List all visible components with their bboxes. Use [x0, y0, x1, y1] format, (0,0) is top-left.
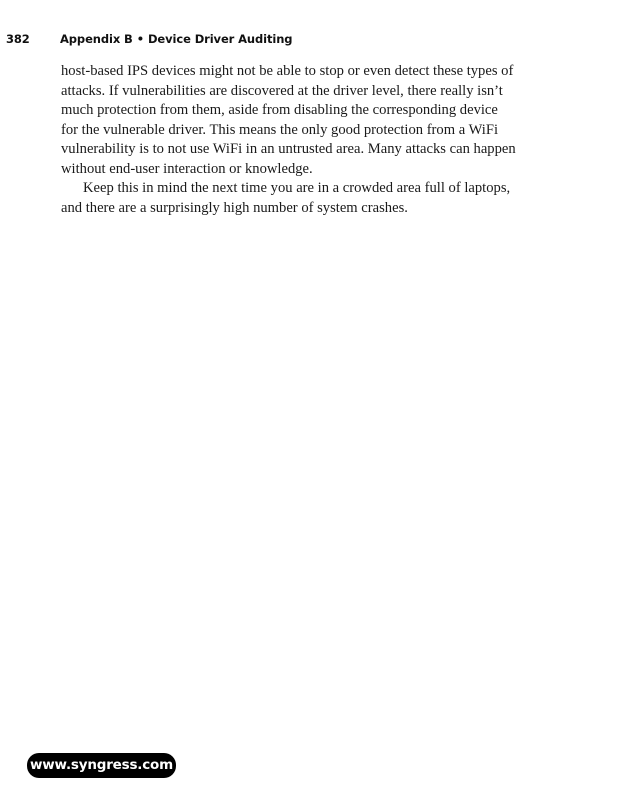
text-line: for the vulnerable driver. This means the only good protection from a WiFi — [61, 121, 498, 138]
chapter-title: Device Driver Auditing — [147, 32, 293, 46]
text-line: Keep this in mind the next time you are in a crowded area full of laptops, — [83, 180, 511, 196]
body-text — [61, 62, 561, 218]
text-line: much protection from them, aside from disabling the corresponding device — [61, 102, 498, 118]
section-label: Appendix B — [60, 32, 133, 46]
text-line: host-based IPS devices might not be able to stop or even detect these types of — [61, 63, 514, 79]
page-number: 382 — [6, 32, 30, 46]
text-line: attacks. If vulnerabilities are discovered at the driver level, there really isn’t — [61, 82, 503, 99]
text-line: vulnerability is to not use WiFi in an untrusted area. Many attacks can happen — [61, 141, 516, 157]
text-line: without end-user interaction or knowledge. — [61, 160, 313, 177]
publisher-url-badge: www.syngress.com — [27, 753, 176, 778]
text-line: and there are a surprisingly high number of system crashes. — [61, 199, 408, 216]
running-header — [6, 32, 292, 46]
header-separator: • — [136, 32, 144, 46]
